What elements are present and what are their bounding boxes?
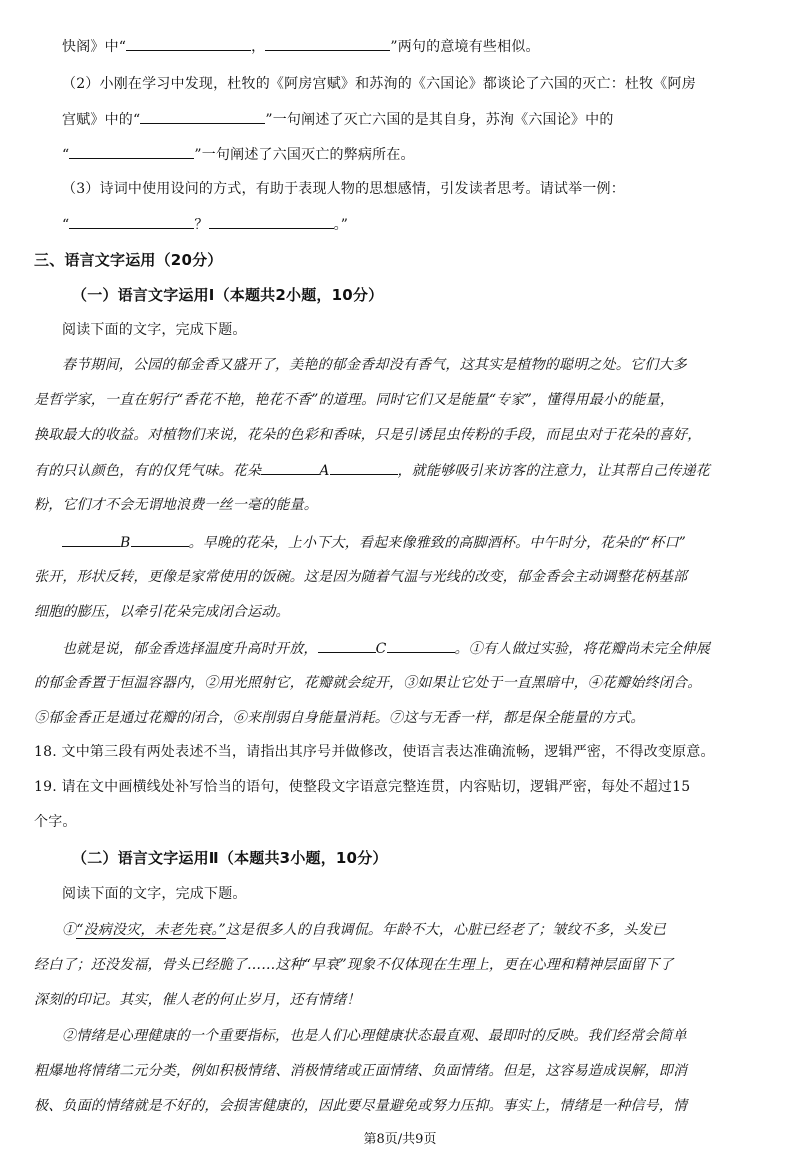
text: 也就是说，郁金香选择温度升高时开放， bbox=[62, 641, 318, 657]
passage1-line-1: 春节期间，公园的郁金香又盛开了，美艳的郁金香却没有香气，这其实是植物的聪明之处。它们大多 bbox=[62, 357, 687, 373]
answer-blank[interactable] bbox=[69, 144, 194, 159]
blank-label-b: B bbox=[120, 535, 131, 551]
text: 这是很多人的自我调侃。年龄不大，心脏已经老了；皱纹不多，头发已 bbox=[225, 922, 667, 938]
poetry-q2-line-1: （2）小刚在学习中发现，杜牧的《阿房宫赋》和苏洵的《六国论》都谈论了六国的灭亡：杜牧《阿房 bbox=[62, 76, 696, 92]
text: 。①有人做过实验，将花瓣尚未完全伸展 bbox=[454, 641, 711, 657]
passage2-line-2: 张开，形状反转，更像是家常使用的饭碗。这是因为随着气温与光线的改变，郁金香会主动调整花柄基部 bbox=[34, 569, 688, 585]
paragraph-number: ① bbox=[62, 922, 77, 938]
text: “ bbox=[62, 217, 70, 233]
question-19-line-2: 个字。 bbox=[34, 814, 77, 830]
reading-p2-line-1: ②情绪是心理健康的一个重要指标，也是人们心理健康状态最直观、最即时的反映。我们经常会简单 bbox=[62, 1028, 687, 1044]
question-18: 18. 文中第三段有两处表述不当，请指出其序号并做修改，使语言表达准确流畅，逻辑严密，不得改变原意。 bbox=[34, 744, 715, 760]
passage1-line-4 bbox=[34, 460, 710, 481]
answer-blank[interactable] bbox=[209, 214, 334, 229]
answer-blank[interactable] bbox=[140, 109, 265, 124]
blank-b[interactable] bbox=[62, 532, 120, 547]
reading-p2-line-3: 极、负面的情绪就是不好的，会损害健康的，因此要尽量避免或努力压抑。事实上，情绪是一种信号，情 bbox=[34, 1098, 688, 1114]
text: ”两句的意境有些相似。 bbox=[390, 39, 540, 55]
text: ”一句阐述了六国灭亡的弊病所在。 bbox=[194, 147, 415, 163]
poetry-q2-line-3 bbox=[62, 144, 415, 165]
poetry-line-1 bbox=[62, 36, 540, 57]
passage2-line-3: 细胞的膨压，以牵引花朵完成闭合运动。 bbox=[34, 604, 290, 620]
text: 快阁》中“ bbox=[62, 39, 127, 55]
blank-a-tail[interactable] bbox=[330, 460, 398, 475]
passage3-line-3: ⑤郁金香正是通过花瓣的闭合，⑥来削弱自身能量消耗。⑦这与无香一样，都是保全能量的方式。 bbox=[34, 710, 645, 726]
blank-c[interactable] bbox=[318, 638, 376, 653]
passage3-line-1 bbox=[62, 638, 710, 659]
poetry-q3-line-2 bbox=[62, 214, 348, 235]
part1-instruction: 阅读下面的文字，完成下题。 bbox=[62, 322, 247, 338]
part2-title: （二）语言文字运用Ⅱ（本题共3小题，10分） bbox=[72, 849, 388, 867]
text: 有的只认颜色，有的仅凭气味。花朵 bbox=[34, 463, 262, 479]
blank-b-tail[interactable] bbox=[131, 532, 189, 547]
passage1-line-5: 粉，它们才不会无谓地浪费一丝一毫的能量。 bbox=[34, 497, 318, 513]
poetry-q2-line-2 bbox=[62, 109, 614, 130]
blank-label-c: C bbox=[375, 641, 387, 657]
passage3-line-2: 的郁金香置于恒温容器内，②用光照射它，花瓣就会绽开，③如果让它处于一直黑暗中，④花瓣始终闭合。 bbox=[34, 675, 702, 691]
passage1-line-2: 是哲学家，一直在躬行“香花不艳，艳花不香”的道理。同时它们又是能量“专家”，懂得用最小的能量， bbox=[34, 392, 675, 408]
answer-blank[interactable] bbox=[69, 214, 194, 229]
page-footer: 第8页/共9页 bbox=[363, 1132, 437, 1147]
answer-blank[interactable] bbox=[265, 36, 390, 51]
text: ，就能够吸引来访客的注意力，让其帮自己传递花 bbox=[397, 463, 710, 479]
question-19-line-1: 19. 请在文中画横线处补写恰当的语句，使整段文字语意完整连贯，内容贴切，逻辑严密，每处不超过15 bbox=[34, 779, 691, 795]
reading-p1-line-1 bbox=[62, 920, 666, 940]
part2-instruction: 阅读下面的文字，完成下题。 bbox=[62, 886, 247, 902]
section-title: 三、语言文字运用（20分） bbox=[34, 251, 223, 269]
reading-p1-line-3: 深刻的印记。其实，催人老的何止岁月，还有情绪！ bbox=[34, 992, 361, 1008]
part1-title: （一）语言文字运用Ⅰ（本题共2小题，10分） bbox=[72, 286, 384, 304]
underlined-quote: “没病没灾，未老先衰。” bbox=[76, 922, 226, 938]
reading-p1-line-2: 经白了；还没发福，骨头已经脆了……这种“早衰”现象不仅体现在生理上，更在心理和精神层面留下了 bbox=[34, 957, 674, 973]
text: 。早晚的花朵，上小下大，看起来像雅致的高脚酒杯。中午时分，花朵的“杯口” bbox=[188, 535, 687, 551]
reading-p2-line-2: 粗爆地将情绪二元分类，例如积极情绪、消极情绪或正面情绪、负面情绪。但是，这容易造成误解，即消 bbox=[34, 1063, 688, 1079]
text: ， bbox=[251, 39, 266, 55]
text: 。” bbox=[333, 217, 349, 233]
answer-blank[interactable] bbox=[126, 36, 251, 51]
passage2-line-1 bbox=[62, 532, 686, 553]
text: ？ bbox=[194, 217, 209, 233]
blank-c-tail[interactable] bbox=[387, 638, 455, 653]
blank-label-a: A bbox=[319, 463, 330, 479]
text: “ bbox=[62, 147, 70, 163]
passage1-line-3: 换取最大的收益。对植物们来说，花朵的色彩和香味，只是引诱昆虫传粉的手段，而昆虫对于花朵的喜好， bbox=[34, 427, 702, 443]
blank-a[interactable] bbox=[261, 460, 319, 475]
text: 宫赋》中的“ bbox=[62, 112, 141, 128]
poetry-q3-line-1: （3）诗词中使用设问的方式，有助于表现人物的思想感情，引发读者思考。请试举一例： bbox=[62, 181, 625, 197]
text: ”一句阐述了灭亡六国的是其自身，苏洵《六国论》中的 bbox=[265, 112, 614, 128]
